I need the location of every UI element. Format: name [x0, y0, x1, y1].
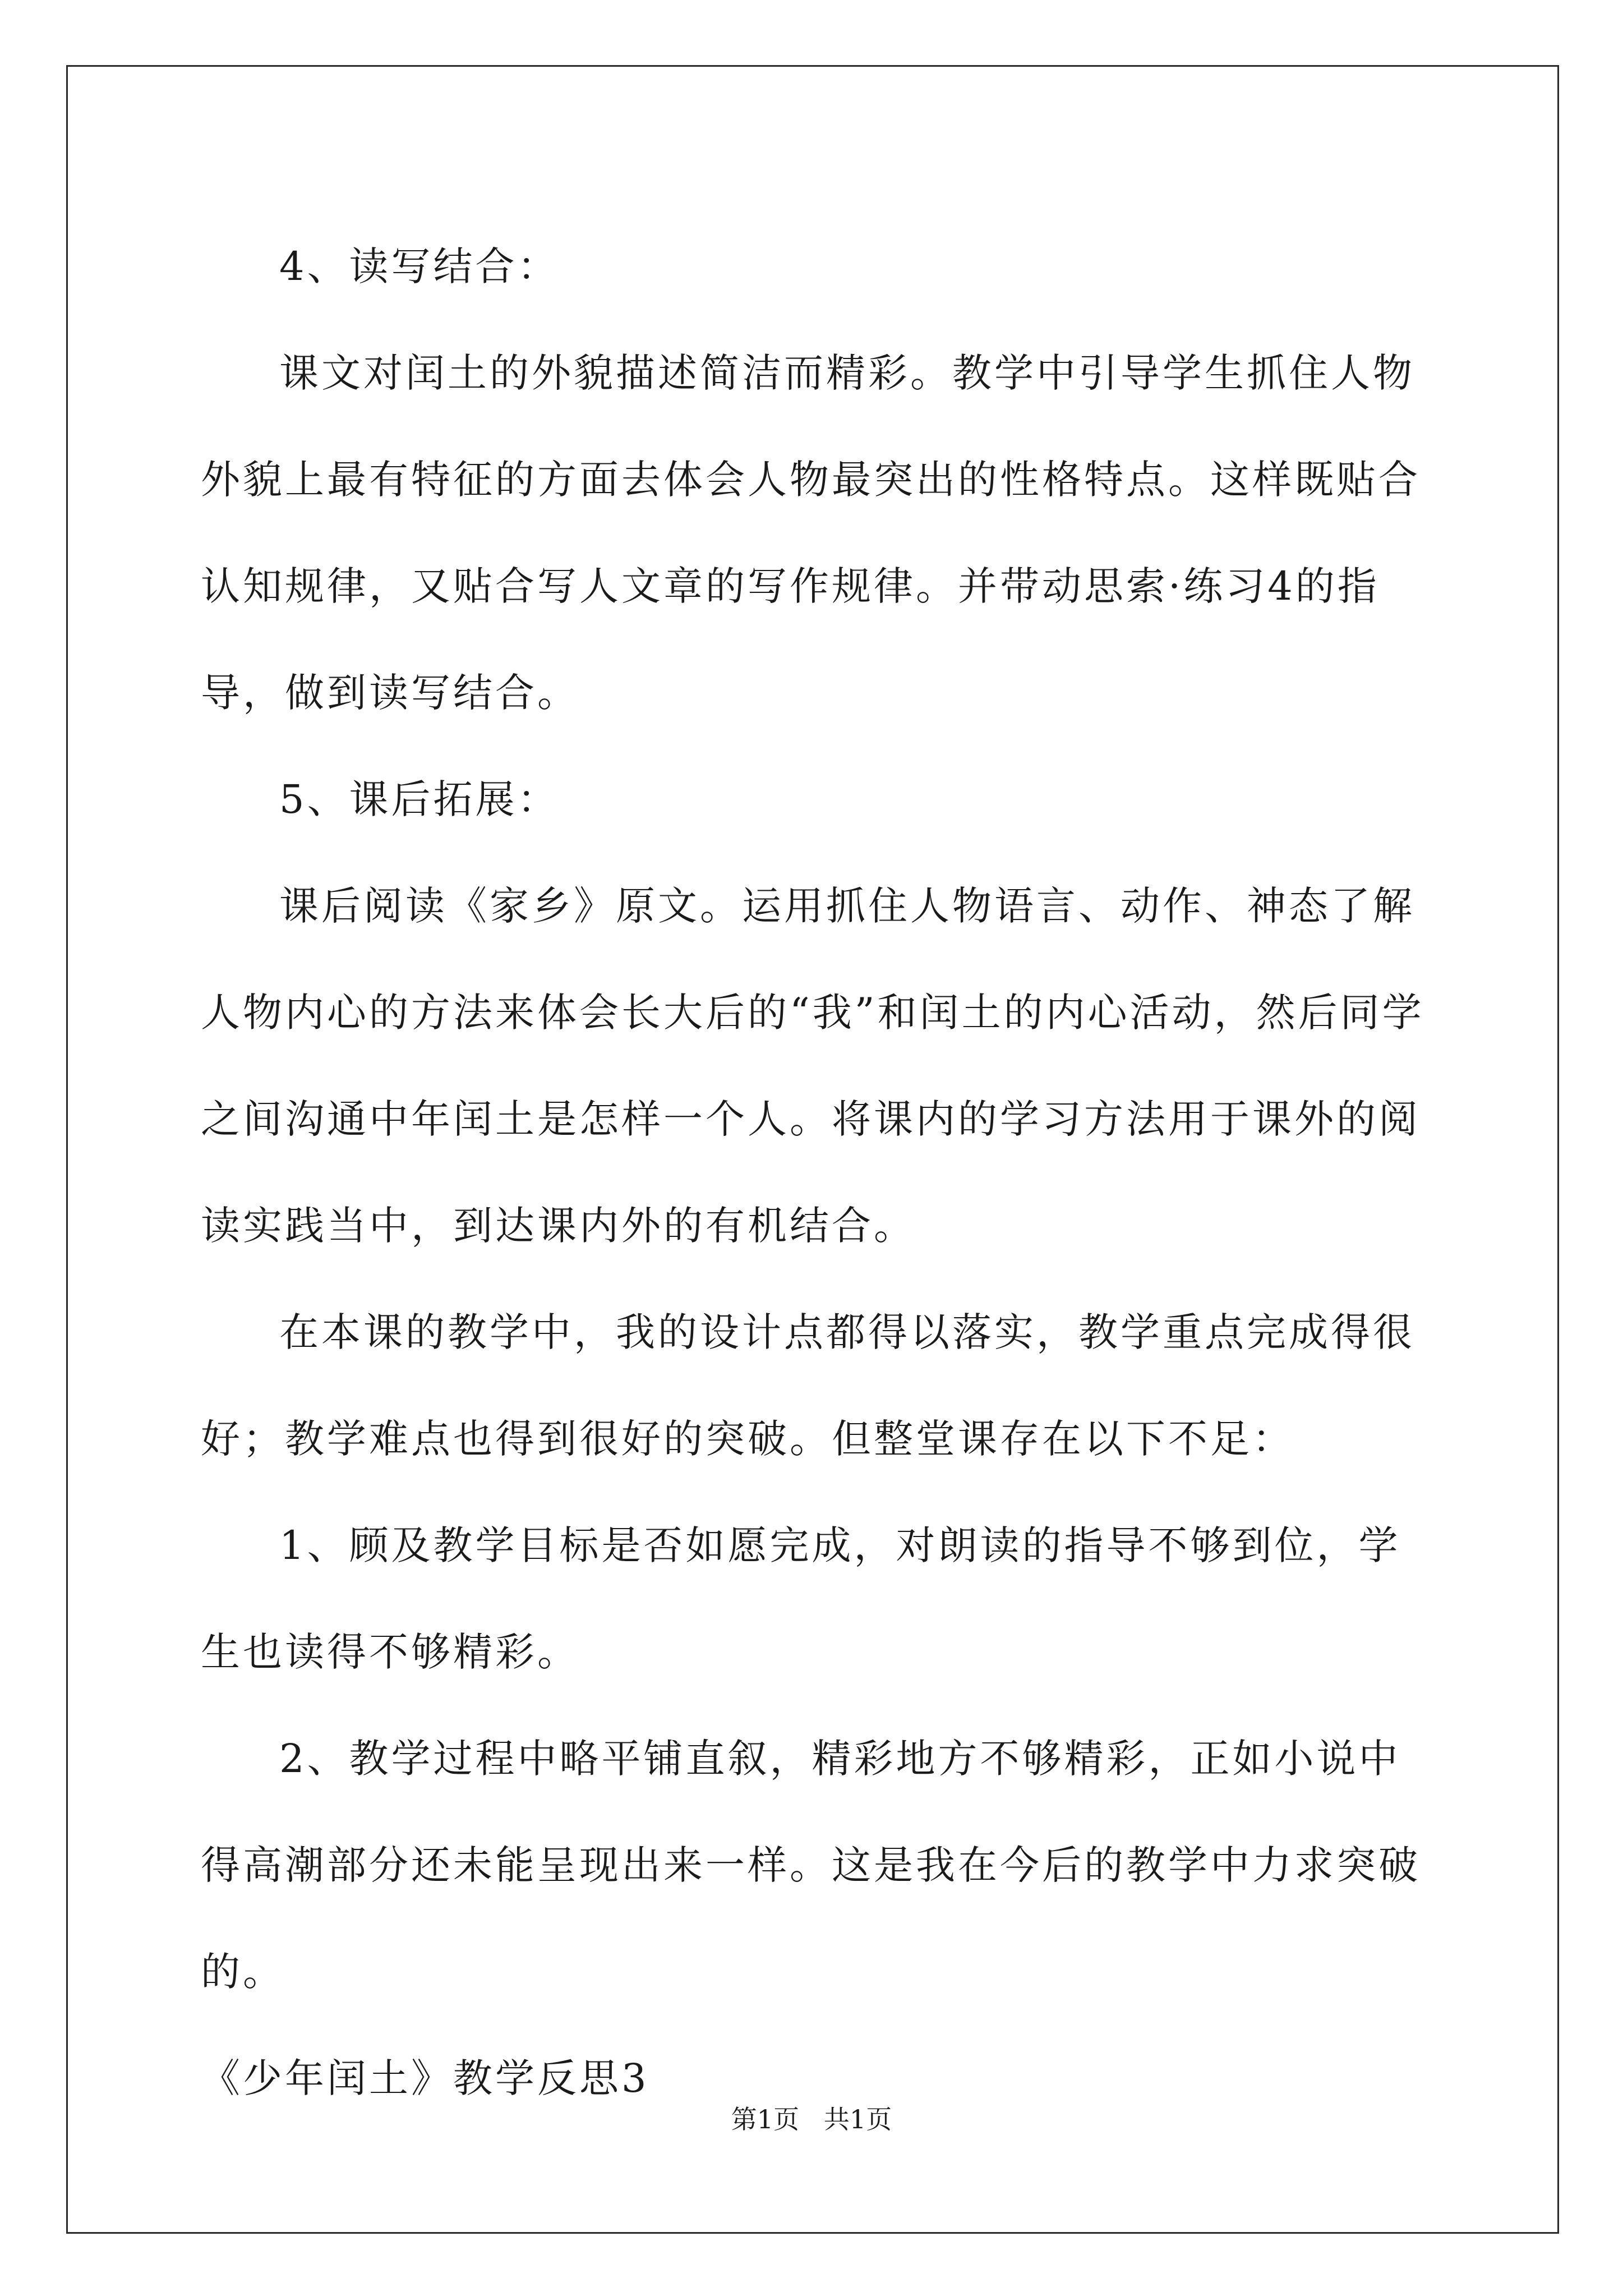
- document-body: [201, 213, 1435, 2132]
- paragraph-lesson-summary: 在本课的教学中，我的设计点都得以落实，教学重点完成得很好；教学难点也得到很好的突破。但整堂课存在以下不足：: [201, 1309, 1415, 1462]
- section-heading: 《少年闰土》教学反思3: [201, 2055, 649, 2101]
- paragraph-shortcoming-2: 2、教学过程中略平铺直叙，精彩地方不够精彩，正如小说中得高潮部分还未能呈现出来一样。这是我在今后的教学中力求突破的。: [201, 1736, 1421, 1995]
- paragraph-shortcoming-1: 1、顾及教学目标是否如愿完成，对朗读的指导不够到位，学生也读得不够精彩。: [201, 1522, 1401, 1675]
- paragraph-after-class-reading: 课后阅读《家乡》原文。运用抓住人物语言、动作、神态了解人物内心的方法来体会长大后的“我”和闰土的内心活动，然后同学之间沟通中年闰土是怎样一个人。将课内的学习方法用于课外的阅读实践当中，到达课内外的有机结合。: [201, 883, 1424, 1249]
- subheading-reading-writing: 4、读写结合：: [279, 243, 560, 289]
- paragraph-appearance-description: 课文对闰土的外貌描述简洁而精彩。教学中引导学生抓住人物外貌上最有特征的方面去体会人物最突出的性格特点。这样既贴合认知规律，又贴合写人文章的写作规律。并带动思索·练习4的指导，做到读写结合。: [201, 350, 1421, 716]
- subheading-after-class-extension: 5、课后拓展：: [279, 776, 560, 822]
- page-footer: 第1页 共1页: [731, 2104, 892, 2134]
